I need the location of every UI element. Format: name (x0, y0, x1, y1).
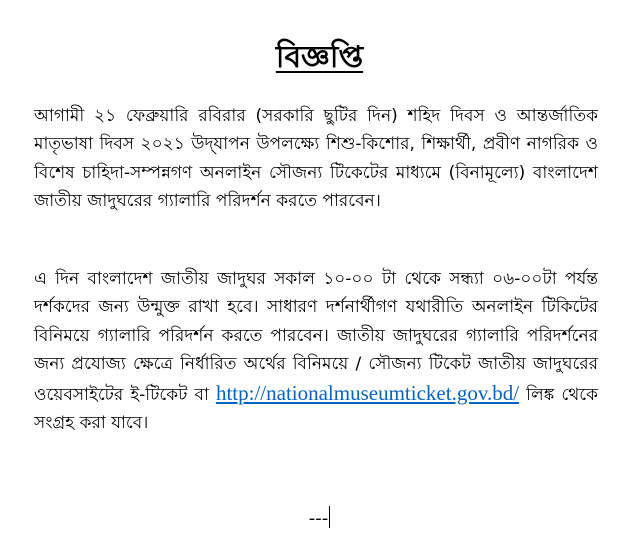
paragraph-announcement-text: আগামী ২১ ফেব্রুয়ারি রবিরার (সরকারি ছুটির দিন) শহিদ দিবস ও আন্তর্জাতিক মাতৃভাষা দিবস ২০২১ উদ্‌যাপন উপলক্ষ্যে শিশু-কিশোর, শিক্ষার্থী, প্রবীণ নাগরিক ও বিশেষ চাহিদা-সম্পন্নগণ অনলাইন সৌজন্য টিকেটের মাধ্যমে (বিনামূল্যে) বাংলাদেশ জাতীয় জাদুঘরের গ্যালারি পরিদর্শন করতে পারবেন। (34, 106, 598, 212)
paragraph-details-text-end: লিঙ্ক থেকে সংগ্রহ করা যাবে। (34, 384, 598, 434)
notice-title: বিজ্ঞপ্তি (275, 40, 364, 75)
text-cursor (329, 506, 330, 528)
paragraph-announcement (34, 102, 598, 216)
end-mark-text: --- (308, 508, 329, 529)
paragraph-details-text: এ দিন বাংলাদেশ জাতীয় জাদুঘর সকাল ১০-০০ টা থেকে সন্ধ্যা ০৬-০০টা পর্যন্ত দর্শকদের জন্য উন্মুক্ত রাখা হবে। সাধারণ দর্শনার্থীগণ যথারীতি অনলাইন টিকিটের বিনিময়ে গ্যালারি পরিদর্শন করতে পারবেন। জাতীয় জাদুঘরের গ্যালারি পরিদর্শনের জন্য প্রযোজ্য ক্ষেত্রে নির্ধারিত অর্থের বিনিময়ে / সৌজন্য টিকেট জাতীয় জাদুঘরের ওয়েবসাইটের ই-টিকেট বা (34, 269, 598, 405)
end-mark (0, 506, 639, 531)
paragraph-details (34, 265, 598, 437)
ticket-website-link[interactable]: http://nationalmuseumticket.gov.bd/ (215, 380, 520, 405)
